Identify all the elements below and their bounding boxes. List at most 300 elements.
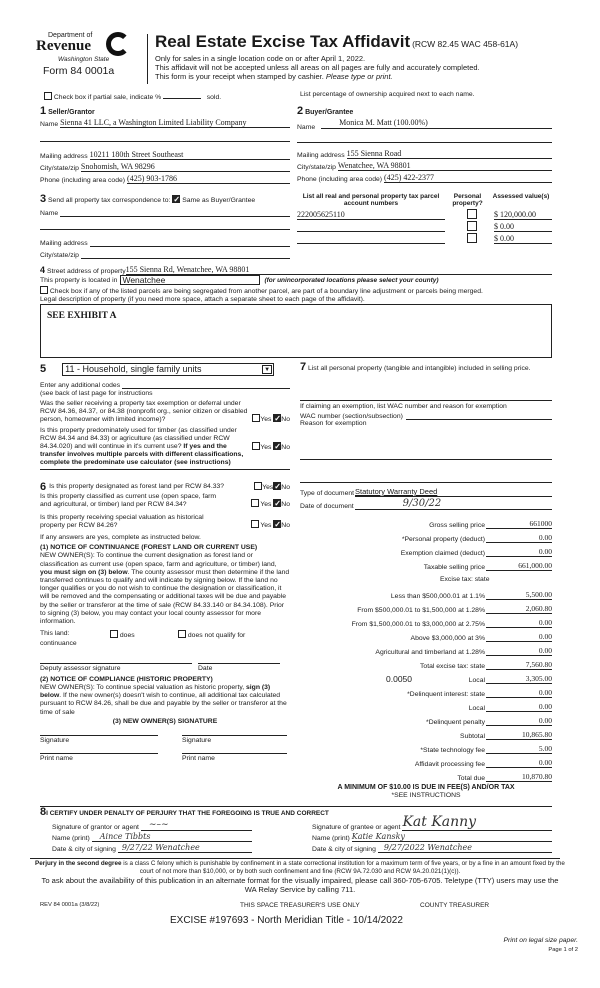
fee-row-delinq-state [300,686,552,698]
personal-property-checkbox[interactable] [467,221,477,231]
current-use-no-checkbox[interactable] [273,499,281,507]
notice2-text-b: . If the new owner(s) doesn't wish to continue, all additional tax calculated pursuant to RCW 84.26, shall be due and payable by the seller or transferor at the time of sale [40,692,287,716]
header-line3 [155,72,595,81]
fee-row-tier2 [300,602,552,614]
timber-question-body: Is this property predominately used for timber (as classified under RCW 84.34 and 84.33) or agriculture (as classified under RCW 84.34.020) and will continue in it's current use? [40,427,237,450]
section-number: 8 [40,806,47,818]
seller-section [40,105,290,184]
fee-row-taxable [300,559,552,571]
notice1-title: (1) NOTICE OF CONTINUANCE (FOREST LAND OR CURRENT USE) [40,544,258,552]
timber-answer [252,442,290,452]
seller-city-field[interactable]: Snohomish, WA 98296 [81,162,290,172]
form-number: Form 84 0001a [43,65,115,77]
personal-property-checkbox[interactable] [467,209,477,219]
new-owner-signature-field[interactable] [40,735,158,745]
personal-property-label-row [300,361,552,373]
segregate-checkbox[interactable] [40,286,48,294]
yes-label: Yes [260,444,272,451]
correspondence-heading-label: Send all property tax correspondence to: [48,197,171,204]
excise-stamp: EXCISE #197693 - North Meridian Title - 10/14/2022 [170,915,403,926]
current-use-yes-checkbox[interactable] [251,499,259,507]
located-note: (for unincorporated locations please select your county) [264,276,439,284]
local-rate-value: 0.0050 [386,674,412,684]
new-owner-print-field[interactable] [40,753,158,763]
correspondence-city-field[interactable] [81,251,290,259]
reason-label: Reason for exemption [300,419,367,427]
correspondence-name-label: Name [40,210,59,217]
yes-label: Yes [260,416,272,423]
fee-label: Agricultural and timberland at 1.28% [375,649,485,656]
fee-label: Taxable selling price [423,564,485,571]
segregate-row [40,286,552,295]
legal-description-value: SEE EXHIBIT A [47,311,117,321]
fee-label: From $500,000.01 to $1,500,000 at 1.28% [357,607,485,614]
grantor-date-field[interactable]: 9/27/22 Wenatchee [118,843,252,853]
fee-row-tier3 [300,616,552,628]
total-state-tax-field[interactable]: 7,560.80 [486,660,552,670]
no-label: No [281,521,290,529]
same-as-buyer-label: Same as Buyer/Grantee [182,197,256,204]
dept-of-label: Department of [48,32,93,39]
revision-label: REV 84 0001a (3/8/22) [40,902,100,908]
form-title-ref: (RCW 82.45 WAC 458-61A) [412,39,519,49]
seller-city-label: City/state/zip [40,165,79,172]
assessed-value-field[interactable]: $ 120,000.00 [494,210,552,220]
county-treasurer-label: COUNTY TREASURER [420,902,490,909]
located-select[interactable]: Wenatchee [120,275,260,285]
print-name-label: Print name [182,755,215,763]
grantee-sig-label: Signature of grantee or agent [312,824,401,831]
seller-city-row [40,160,290,172]
partial-sale-label: Check box if partial sale, indicate % [53,94,162,101]
located-label: This property is located in [40,276,118,284]
correspondence-heading [40,193,290,205]
doc-date-row [300,497,552,510]
fee-label: Above $3,000,000 at 3% [410,635,485,642]
fee-label: Less than $500,000.01 at 1.1% [390,593,485,600]
parcels-col-personal: Personal property? [452,193,483,207]
forest-answer [254,482,290,492]
form-title: Real Estate Excise Tax Affidavit [155,32,411,51]
does-option [110,630,178,640]
notice1-text-b: . The county assessor must then determine if the land transferred continues to qualify and will indicate by signing below. If the land no longer qualifies or you do not wish to continue the designation or classification, it will be removed and the compensating or additional taxes will be due and payable by the seller or transferor at the time of sale (RCW 84.33.140 or 84.34.108). Prior to signing (3) below, you may contact your local county assessor for more information. [40,568,290,626]
doc-date-label: Date of document [300,503,354,510]
use-code-row [40,362,290,376]
fee-row-agricultural [300,644,552,656]
seller-mailing-field[interactable]: 10211 180th Street Southeast [90,150,290,160]
buyer-name-label: Name [297,124,316,131]
grantee-date-label: Date & city of signing [312,846,376,853]
located-row [40,275,552,285]
buyer-section [297,105,552,183]
exemption-answer [252,414,290,424]
street-field[interactable]: 155 Sienna Rd, Wenatchee, WA 98801 [126,265,552,275]
subtotal-field[interactable]: 10,865.80 [486,730,552,740]
buyer-heading [297,105,552,117]
fee-row-total-state [300,658,552,670]
doc-type-label: Type of document [300,490,355,497]
correspondence-mailing-field[interactable] [90,239,290,247]
exemption-label: If claiming an exemption, list WAC number and reason for exemption [300,402,507,410]
treasurer-use-label: THIS SPACE TREASURER'S USE ONLY [240,902,360,909]
no-label: No [281,501,290,509]
fee-label: Exemption claimed (deduct) [400,550,485,557]
no-label: No [281,444,290,451]
seller-phone-row [40,172,290,184]
assessed-value-field[interactable]: $ 0.00 [494,222,552,232]
buyer-city-label: City/state/zip [297,164,336,171]
wac-field[interactable] [406,412,552,420]
section-number: 4 [40,265,46,275]
seller-name-label: Name [40,121,59,128]
seller-mailing-label: Mailing address [40,153,88,160]
historical-answer [251,520,290,530]
this-land-row [40,630,290,640]
buyer-phone-field[interactable]: (425) 422-2377 [384,173,552,183]
grantor-sig-row [52,820,252,831]
exemption-no-checkbox[interactable] [273,414,281,422]
fee-label: Affidavit processing fee [414,761,485,768]
seller-name-field[interactable]: Sienna 41 LLC, a Washington Limited Liability Company [60,118,290,128]
header-line2: This affidavit will not be accepted unless all areas on all pages are fully and accurately completed. [155,63,480,72]
fee-label: *Delinquent penalty [426,719,485,726]
partial-sale-checkbox[interactable] [44,92,52,100]
page-number: Page 1 of 2 [548,947,578,953]
exemption-question-text: Was the seller receiving a property tax exemption or deferral under RCW 84.36, 84.37, or 84.38 (nonprofit org., senior citizen or disabled person, homeowner with limited income)? [40,400,248,423]
timber-no-checkbox[interactable] [273,442,281,450]
does-not-label: does not qualify for [187,632,246,640]
grantee-name-field[interactable]: Katie Kansky [352,832,552,842]
notice1-text-a: NEW OWNER(S): To continue the current designation as forest land or classification as current use (open space, farm and agriculture, or timber) land, [40,552,277,568]
partial-sale-percent-field[interactable] [163,91,201,99]
grantor-signature-block [52,820,252,853]
print-name-label: Print name [40,755,73,763]
signature-label: Signature [182,737,212,745]
section5 [40,362,290,470]
deputy-signature-label: Deputy assessor signature [40,664,121,672]
section-number: 5 [40,363,47,375]
parcels-col-number: List all real and personal property tax parcel account numbers [302,193,440,207]
local-tax-field[interactable]: 3,305.00 [486,674,552,684]
correspondence-name-row [40,205,290,217]
revenue-label: Revenue [36,38,91,54]
street-label: Street address of property [47,268,126,275]
grantee-sig-row [312,814,552,831]
doc-type-field[interactable]: Statutory Warranty Deed [355,487,552,497]
seller-name-row [40,117,290,128]
fee-label: Local [468,677,485,684]
perjury-text: is a class C felony which is punishable by confinement in a state correctional institution for a maximum term of five years, or by a fine in an amount fixed by the court of not more than $10,000, or by both such confinement and fine (RCW 9A.72.030 and RCW 9A.20.021(1)(c)). [123,860,565,875]
see-instructions: *SEE INSTRUCTIONS [391,792,461,799]
current-use-answer [251,499,290,509]
buyer-phone-label: Phone (including area code) [297,176,383,183]
section-number: 2 [297,105,304,117]
additional-codes-field[interactable] [122,381,290,389]
doc-date-field[interactable]: 9/30/22 [355,498,552,510]
minimum-notice: A MINIMUM OF $10.00 IS DUE IN FEE(S) AND/OR TAX [337,784,515,791]
tier1-tax-field[interactable]: 5,500.00 [486,590,552,600]
notice2-bold: sign (3) below [40,684,271,700]
assessor-sig-row [40,663,290,673]
historical-yes-checkbox[interactable] [251,520,259,528]
property-section [40,264,552,358]
fee-row-technology [300,742,552,754]
correspondence-section [40,193,290,259]
perjury-bold: Perjury in the second degree [35,860,122,867]
timber-question [40,427,290,467]
buyer-city-field[interactable]: Wenatchee, WA 98801 [338,161,552,171]
parcel-number-field[interactable] [297,223,445,232]
no-label: No [281,484,290,491]
fee-row-gross [300,517,552,529]
fee-row-penalty [300,714,552,726]
additional-codes-label: Enter any additional codes [40,382,121,389]
parcel-number-field[interactable]: 222005625110 [297,210,445,220]
use-code-value: 11 - Household, single family units [65,364,202,374]
forest-question-text: Is this property designated as forest land per RCW 84.33? [49,483,225,490]
reason-field[interactable] [300,427,552,460]
notice2-title: (2) NOTICE OF COMPLIANCE (HISTORIC PROPERTY) [40,675,213,683]
buyer-heading-label: Buyer/Grantee [305,109,354,116]
wac-row [300,410,552,420]
logo-mark-icon [106,32,130,56]
total-due-field[interactable]: 10,870.80 [486,772,552,782]
assessed-value-field[interactable]: $ 0.00 [494,234,552,244]
signature-label: Signature [40,737,70,745]
new-owner-print-row [40,753,290,763]
fee-row-exemption [300,545,552,557]
current-use-question-text: Is this property classified as current use (open space, farm and agricultural, or timber) land per RCW 84.34? [40,493,217,509]
chevron-down-icon[interactable]: ▼ [262,365,272,374]
seller-heading-label: Seller/Grantor [48,109,95,116]
section-number: 1 [40,105,47,117]
state-label: Washington State [58,56,110,63]
historical-question-text: Is this property receiving special valuation as historical property per RCW 84.26? [40,513,204,529]
correspondence-name-field-2[interactable] [40,217,290,230]
grantor-signature-field[interactable]: ∼–∼ [141,821,252,831]
exemption-question [40,400,290,424]
technology-fee-field[interactable]: 5.00 [486,744,552,754]
historical-no-checkbox[interactable] [273,520,281,528]
does-label: does [119,632,135,640]
correspondence-city-row [40,247,290,259]
see-back-note: (see back of last page for instructions [40,390,153,397]
seller-phone-label: Phone (including area code) [40,177,126,184]
deputy-signature-field[interactable] [40,663,192,673]
personal-property-checkbox[interactable] [467,233,477,243]
timber-question-bold: If yes and the transfer involves multiple parcels with different classifications, complete the predominate use calculator (see instructions) [40,443,244,466]
personal-property-label: List all personal property (tangible and intangible) included in selling price. [308,365,531,372]
buyer-mailing-row [297,143,552,159]
forest-question [40,482,290,492]
does-checkbox[interactable] [110,630,118,638]
header-line3a: This form is your receipt when stamped by cashier. [155,72,324,81]
buyer-name-field-2[interactable] [297,129,552,143]
additional-codes-row [40,376,290,389]
fee-row-total [300,770,552,782]
grantor-name-label: Name (print) [52,835,90,842]
delinquent-interest-local-field[interactable]: 0.00 [486,702,552,712]
fee-label: Subtotal [460,733,485,740]
street-row [40,264,552,275]
notice2-body [40,684,290,717]
buyer-phone-row [297,171,552,183]
section-number: 6 [40,481,47,493]
fee-label: *Delinquent interest: state [407,691,485,698]
parcels-header [297,193,552,207]
section7 [300,361,552,460]
grantee-signature-field[interactable]: Kat Kanny [402,815,552,831]
fee-row-tier1 [300,588,552,600]
grantee-name-label: Name (print) [312,835,350,842]
perjury-notice [30,860,570,875]
buyer-name-field[interactable]: Monica M. Matt (100.00%) [339,118,428,127]
accessibility-notice: To ask about the availability of this publication in an alternate format for the visually impaired, please call 360-705-6705. Teletype (TTY) users may use the WA Relay Service by calling 711. [41,876,559,894]
correspondence-mailing-label: Mailing address [40,240,88,247]
parcel-personal-cell [453,209,490,220]
seller-mailing-row [40,142,290,160]
fee-row-local [300,672,552,684]
fee-row-processing [300,756,552,768]
current-use-question [40,493,290,509]
legal-description-label: Legal description of property (if you need more space, attach a separate sheet to each page of the affidavit). [40,296,365,303]
does-not-checkbox[interactable] [178,630,186,638]
fee-label: Total due [457,775,485,782]
if-yes-note: If any answers are yes, complete as instructed below. [40,534,201,542]
does-not-option [178,630,245,640]
ownership-note: List percentage of ownership acquired next to each name. [300,91,475,98]
parcel-row [297,220,552,232]
forest-yes-checkbox[interactable] [254,482,262,490]
tier3-tax-field[interactable]: 0.00 [486,618,552,628]
correspondence-city-label: City/state/zip [40,252,79,259]
historical-question [40,514,290,530]
new-owner-signature-title: (3) NEW OWNER(S) SIGNATURE [112,717,218,725]
deputy-date-field[interactable] [198,663,280,673]
dor-logo [36,32,146,87]
notice2-text-a: NEW OWNER(S): To continue special valuation as historic property, [40,684,245,692]
fee-label: Total excise tax: state [420,663,485,670]
parcels-col-value: Assessed value(s) [492,193,550,200]
gross-selling-price-field[interactable]: 661000 [486,519,552,529]
parcels-table [297,193,552,244]
fee-label: Local [468,705,485,712]
tier2-tax-field[interactable]: 2,060.80 [486,604,552,614]
grantor-date-label: Date & city of signing [52,846,116,853]
fee-row-delinq-local [300,700,552,712]
doc-type-row [300,483,552,497]
yes-label: Yes [262,484,274,491]
form-title-block [155,32,595,81]
correspondence-name-field[interactable] [60,209,290,217]
partial-sale-row [44,91,221,101]
section-number: 7 [300,361,307,373]
header-line1: Only for sales in a single location code on or after April 1, 2022. [155,54,366,63]
fee-label: From $1,500,000.01 to $3,000,000 at 2.75% [351,621,485,628]
grantee-name-row [312,831,552,842]
personal-property-field[interactable] [300,373,552,401]
parcel-row [297,207,552,220]
seller-heading [40,105,290,117]
section-number: 3 [40,193,47,205]
delinquent-interest-state-field[interactable]: 0.00 [486,688,552,698]
buyer-city-row [297,159,552,171]
grantor-name-field[interactable]: Aince Tibbts [92,832,252,842]
grantor-sig-label: Signature of grantor or agent [52,824,139,831]
this-land-label: This land: [40,630,70,638]
notice1-body [40,552,290,626]
certify-label: I CERTIFY UNDER PENALTY OF PERJURY THAT THE FOREGOING IS TRUE AND CORRECT [46,810,329,817]
footer-divider [30,858,560,859]
delinquent-penalty-field[interactable]: 0.00 [486,716,552,726]
continuance-label: continuance [40,640,77,648]
section6 [40,482,290,763]
forest-no-checkbox[interactable] [273,482,281,490]
buyer-mailing-field[interactable]: 155 Sienna Road [347,149,552,159]
segregate-label: Check box if any of the listed parcels are being segregated from another parcel, are part of a boundary line adjustment or parcels being merged. [49,288,483,295]
section8 [40,806,552,853]
seller-name-field-2[interactable] [40,128,290,142]
processing-fee-field[interactable]: 0.00 [486,758,552,768]
new-owner-sig-row [40,735,290,745]
fee-label: *State technology fee [420,747,485,754]
personal-property-deduct-field[interactable]: 0.00 [486,533,552,543]
tier4-tax-field[interactable]: 0.00 [486,632,552,642]
notice1-bold: you must sign on (3) below [40,568,128,576]
timber-yes-checkbox[interactable] [252,442,260,450]
deputy-date-label: Date [198,664,213,672]
grantee-date-row [312,842,552,853]
exemption-claimed-field[interactable]: 0.00 [486,547,552,557]
yes-label: Yes [260,521,272,529]
fee-label: Gross selling price [429,522,485,529]
agricultural-tax-field[interactable]: 0.00 [486,646,552,656]
fee-row-subtotal [300,728,552,740]
grantor-date-row [52,842,252,853]
grantee-date-field[interactable]: 9/27/2022 Wenatchee [378,843,552,853]
section-divider [40,469,290,470]
grantee-signature-block [312,814,552,853]
fee-row-personal [300,531,552,543]
same-as-buyer-checkbox[interactable] [172,195,180,203]
yes-label: Yes [260,501,272,509]
wac-label: WAC number (section/subsection) [300,412,403,420]
parcel-personal-cell [453,233,490,244]
buyer-mailing-label: Mailing address [297,152,345,159]
fee-row-tier4 [300,630,552,642]
use-code-select[interactable] [62,363,274,376]
partial-sale-sold-label: sold. [206,94,222,101]
seller-phone-field[interactable]: (425) 903-1786 [127,174,290,184]
parcel-personal-cell [453,221,490,232]
document-info [300,482,552,510]
header-divider [147,34,148,84]
fee-label: *Personal property (deduct) [401,536,485,543]
grantor-name-row [52,831,252,842]
legal-description-field[interactable] [40,304,552,358]
exemption-yes-checkbox[interactable] [252,414,260,422]
timber-question-text [40,427,246,467]
new-owner-print-field-2[interactable] [182,753,287,763]
taxable-selling-price-field[interactable]: 661,000.00 [486,561,552,571]
header-line3b: Please type or print. [325,72,393,81]
print-note: Print on legal size paper. [503,937,578,944]
parcel-number-field[interactable] [297,235,445,244]
no-label: No [281,416,290,423]
new-owner-signature-field-2[interactable] [182,735,287,745]
parcel-row [297,232,552,244]
excise-state-label: Excise tax: state [440,576,490,583]
